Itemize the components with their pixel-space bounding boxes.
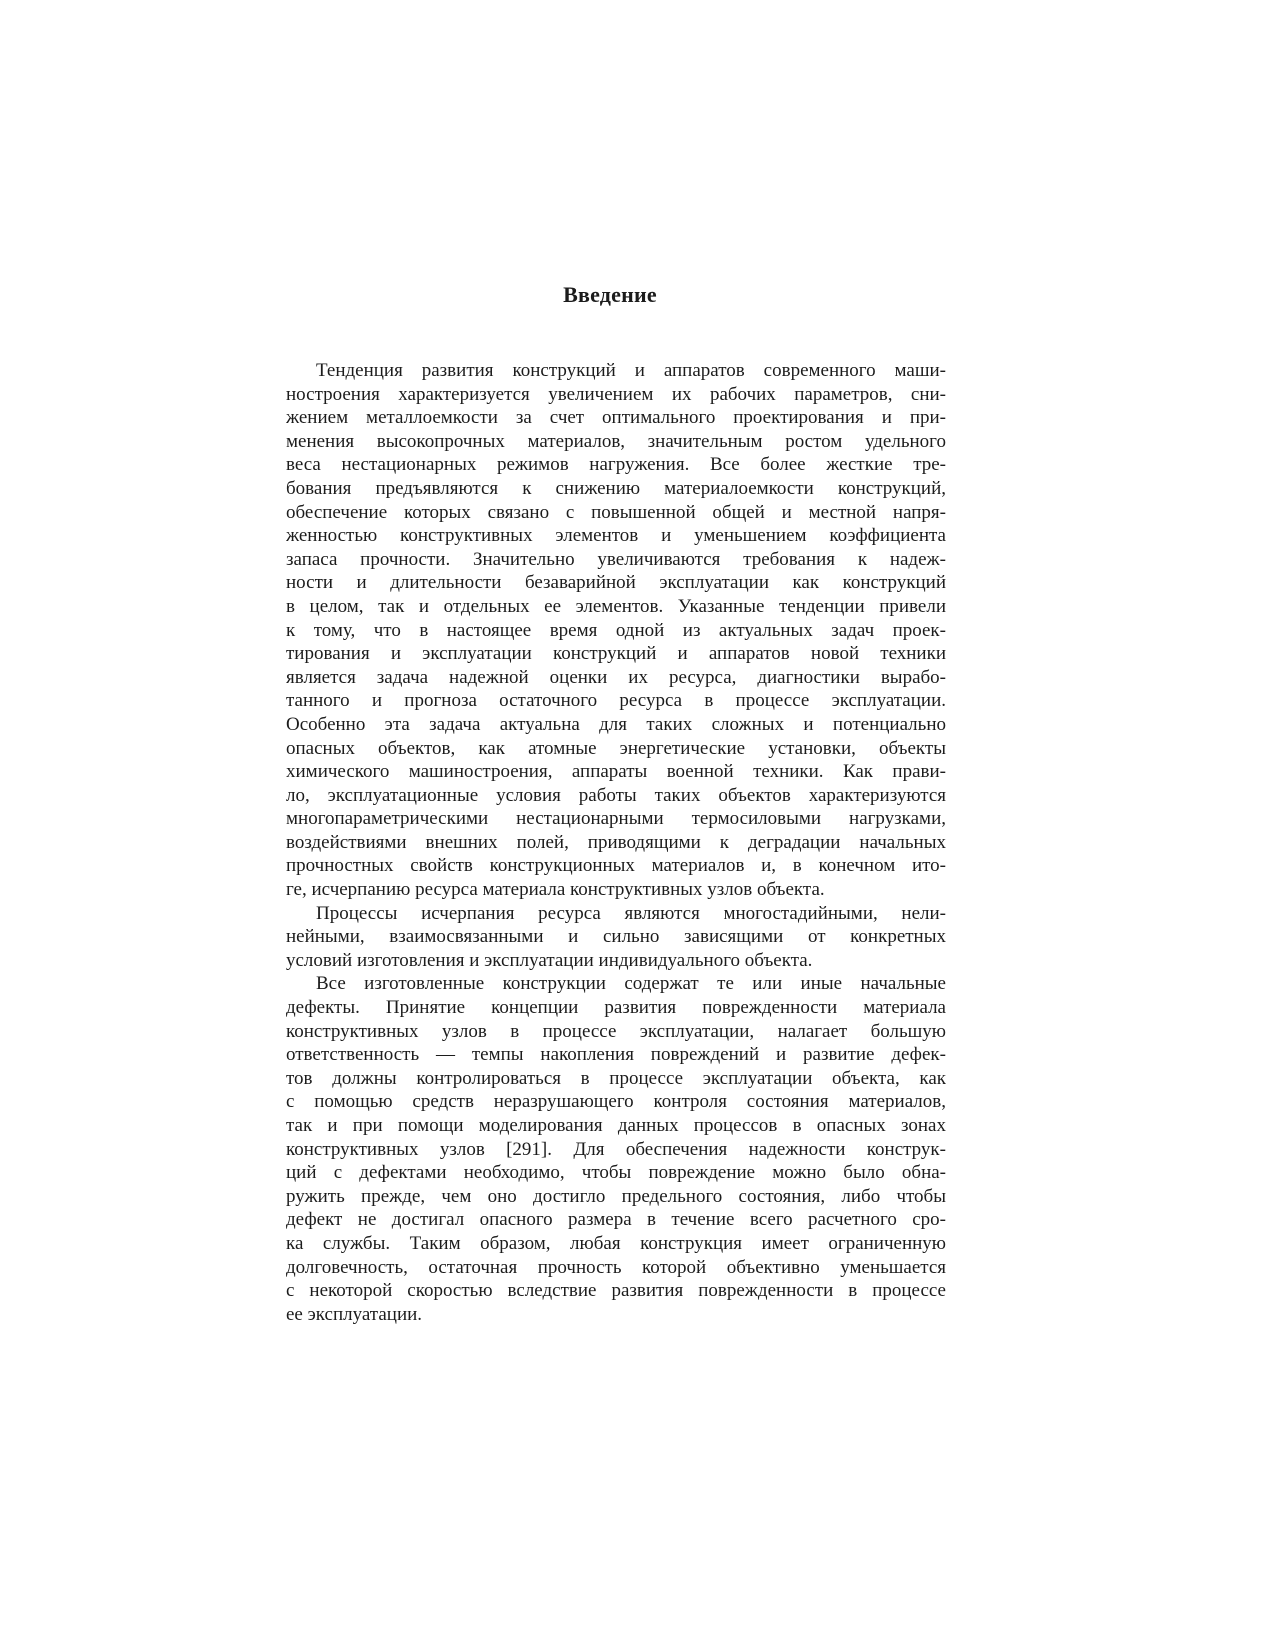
text-line: Процессы исчерпания ресурса являются многостадийными, нели- [316, 902, 946, 924]
text-line: Особенно эта задача актуальна для таких сложных и потенциально [286, 713, 946, 735]
text-line: в целом, так и отдельных ее элементов. Указанные тенденции привели [286, 595, 946, 617]
paragraph [286, 972, 946, 1326]
text-line: ностроения характеризуется увеличением их рабочих параметров, сни- [286, 383, 946, 405]
text-line: ответственность — темпы накопления повреждений и развитие дефек- [286, 1044, 946, 1066]
text-line: конструктивных узлов в процессе эксплуатации, налагает большую [286, 1020, 946, 1042]
text-line: женностью конструктивных элементов и уменьшением коэффициента [286, 525, 946, 547]
text-line: условий изготовления и эксплуатации индивидуального объекта. [286, 949, 813, 971]
text-line: Тенденция развития конструкций и аппаратов современного маши- [316, 360, 946, 381]
text-line: нейными, взаимосвязанными и сильно зависящими от конкретных [286, 926, 946, 948]
text-line: тирования и эксплуатации конструкций и аппаратов новой техники [286, 643, 946, 665]
text-line: ка службы. Таким образом, любая конструкция имеет ограниченную [286, 1232, 946, 1254]
text-line: с некоторой скоростью вследствие развития поврежденности в процессе [286, 1280, 946, 1302]
paragraph [286, 359, 946, 902]
text-line: с помощью средств неразрушающего контроля состояния материалов, [286, 1091, 946, 1113]
text-line: конструктивных узлов [291]. Для обеспечения надежности конструк- [286, 1138, 946, 1160]
text-line: так и при помощи моделирования данных процессов в опасных зонах [286, 1115, 946, 1136]
text-line: жением металлоемкости за счет оптимального проектирования и при- [286, 407, 946, 429]
text-line: опасных объектов, как атомные энергетические установки, объекты [286, 737, 946, 759]
text-line: к тому, что в настоящее время одной из актуальных задач проек- [286, 619, 946, 641]
text-line: химического машиностроения, аппараты военной техники. Как прави- [286, 761, 946, 783]
text-line: ций с дефектами необходимо, чтобы повреждение можно было обна- [286, 1162, 946, 1184]
text-line: ее эксплуатации. [286, 1303, 423, 1325]
section-heading: Введение [563, 282, 657, 307]
text-line: дефекты. Принятие концепции развития поврежденности материала [286, 997, 946, 1019]
text-line: ло, эксплуатационные условия работы таких объектов характеризуются [286, 784, 946, 806]
text-line: веса нестационарных режимов нагружения. Все более жесткие тре- [286, 454, 946, 476]
text-line: тов должны контролироваться в процессе эксплуатации объекта, как [286, 1067, 946, 1089]
text-line: прочностных свойств конструкционных материалов и, в конечном ито- [286, 855, 946, 877]
text-line: запаса прочности. Значительно увеличиваются требования к надеж- [286, 548, 946, 570]
text-line: Все изготовленные конструкции содержат те или иные начальные [316, 973, 946, 995]
text-line: ности и длительности безаварийной эксплуатации как конструкций [286, 572, 946, 594]
paragraph [286, 902, 946, 973]
text-line: ге, исчерпанию ресурса материала конструктивных узлов объекта. [286, 879, 825, 901]
text-line: бования предъявляются к снижению материалоемкости конструкций, [286, 477, 946, 499]
text-line: многопараметрическими нестационарными термосиловыми нагрузками, [286, 808, 946, 830]
text-line: воздействиями внешних полей, приводящими к деградации начальных [286, 831, 946, 853]
text-line: танного и прогноза остаточного ресурса в процессе эксплуатации. [286, 690, 946, 712]
body-text [286, 359, 946, 1326]
text-line: обеспечение которых связано с повышенной общей и местной напря- [286, 501, 946, 523]
text-line: менения высокопрочных материалов, значительным ростом удельного [286, 430, 946, 452]
text-line: ружить прежде, чем оно достигло предельного состояния, либо чтобы [286, 1185, 946, 1207]
text-line: дефект не достигал опасного размера в течение всего расчетного сро- [286, 1209, 946, 1231]
text-line: долговечность, остаточная прочность которой объективно уменьшается [286, 1256, 946, 1278]
text-line: является задача надежной оценки их ресурса, диагностики вырабо- [286, 666, 946, 688]
